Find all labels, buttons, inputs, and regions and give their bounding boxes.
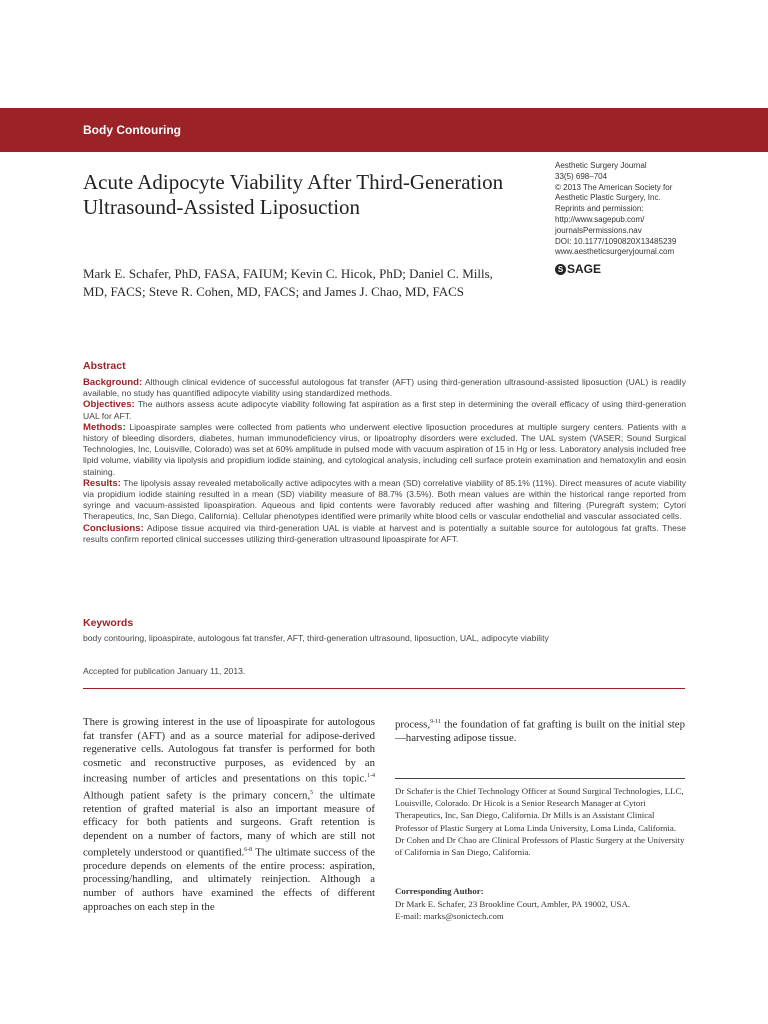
article-title: Acute Adipocyte Viability After Third-Generation Ultrasound-Assisted Liposuction — [83, 170, 504, 219]
abstract-methods: Methods: Lipoaspirate samples were collected from patients who underwent elective liposuction procedures at multiple surgery centers. Patients with a history of bleeding disorders, diabetes, human immunodeficiency virus, or lipoatrophy disorders were excluded. The UAL system (VASER; Sound Surgical Technologies, Inc, Louisville, Colorado) was set at 60% amplitude in pulsed mode with vacuum aspiration of 15 in Hg or less. Laboratory analysis included free lipid volume, viability via lipolysis and propidium iodide staining, and cytological analysis, including cell surface protein examination and hematoxylin and eosin staining. — [83, 421, 686, 477]
citation: 9-11 — [430, 719, 441, 725]
keywords-heading: Keywords — [83, 617, 134, 629]
abstract-results: Results: The lipolysis assay revealed metabolically active adipocytes with a mean (SD) correlative viability of 85.1% (11%). Direct measures of acute viability via propidium iodide staining resulted in a mean (SD) viability measure of 88.7% (3.5%). Both mean values are within the historical range reported from syringe and vacuum-assisted lipoaspiration. Aqueous and lipid contents were favorably reduced after washing and filtering (Puregraft system; Cytori Therapeutics, Inc, San Diego, California). Cellular phenotypes identified were primarily white blood cells or vascular endothelial and vascular associated cells. — [83, 477, 686, 522]
section-label: Body Contouring — [83, 123, 181, 137]
citation: 1-4 — [367, 773, 375, 780]
sage-icon: S — [555, 264, 566, 275]
body-right-column: process,$^{9-11}$ the foundation of fat grafting is built on the initial step—harvesting adipose tissue. — [395, 718, 685, 745]
citation: 5 — [310, 789, 314, 796]
journal-line: http://www.sagepub.com/ — [555, 214, 645, 224]
author-list: Mark E. Schafer, PhD, FASA, FAIUM; Kevin C. Hicok, PhD; Daniel C. Mills, MD, FACS; Steve R. Cohen, MD, FACS; and James J. Chao, MD, FACS — [83, 266, 493, 299]
journal-line: 33(5) 698–704 — [555, 171, 608, 181]
abstract-background: Background: Although clinical evidence of successful autologous fat transfer (AFT) using third-generation ultrasound-assisted liposuction (UAL) is readily available, no study has quantified adipocyte viability using standardized methods. — [83, 377, 686, 399]
author-affiliations: Dr Schafer is the Chief Technology Officer at Sound Surgical Technologies, LLC, Louisville, Colorado. Dr Hicok is a Senior Research Manager at Cytori Therapeutics, Inc, San Diego, California. Dr Mills is an Assistant Clinical Professor of Plastic Surgery at Loma Linda University, Loma Linda, California. Dr Cohen and Dr Chao are Clinical Professors of Plastic Surgery at the University of California in San Diego, California. — [395, 786, 685, 858]
abstract-body — [83, 377, 686, 545]
citation: 6-8 — [244, 846, 253, 853]
section-divider — [83, 688, 685, 689]
journal-line: DOI: 10.1177/1090820X13485239 — [555, 236, 677, 246]
body-left-column: There is growing interest in the use of lipoaspirate for autologous fat transfer (AFT) and as a source material for adipose-derived regenerative cells. Autologous fat transfer is performed for both cosmetic and reconstructive purposes, as evidenced by an increasing number of articles and presentations on this topic.$^{1-4}$ Although patient safety is the primary concern,$^5$ the ultimate retention of grafted material is also an important measure of efficacy for both patients and surgeons. Graft retention is dependent on a number of factors, many of which are still not completely understood or quantified.$^{6-8}$ The ultimate success of the procedure depends on elements of the entire process: aspiration, processing/handling, and ultimately reinjection. Although a number of authors have examined the effects of different approaches on each step in the — [83, 716, 376, 913]
journal-info — [555, 161, 755, 258]
abstract-heading: Abstract — [83, 360, 126, 372]
journal-line: Aesthetic Plastic Surgery, Inc. — [555, 193, 661, 203]
publisher-logo-text: SAGE — [567, 262, 602, 276]
abstract-conclusions: Conclusions: Adipose tissue acquired via third-generation UAL is viable at harvest and is potentially a suitable source for autologous fat grafts. These results confirm reported clinical successes utilizing third-generation ultrasound lipoaspirate for AFT. — [83, 522, 686, 544]
journal-line: journalsPermissions.nav — [555, 225, 642, 235]
abstract-objectives: Objectives: The authors assess acute adipocyte viability following fat aspiration as a first step in determining the overall efficacy of using third-generation UAL for AFT. — [83, 399, 686, 421]
journal-line: Reprints and permission: — [555, 204, 644, 214]
journal-line: www.aestheticsurgeryjournal.com — [555, 247, 675, 257]
corresponding-author-info — [395, 898, 687, 922]
corresponding-email: E-mail: marks@sonictech.com — [395, 911, 504, 922]
keywords-list: body contouring, lipoaspirate, autologous fat transfer, AFT, third-generation ultrasound, liposuction, UAL, adipocyte viability — [83, 633, 549, 643]
journal-line: © 2013 The American Society for — [555, 182, 673, 192]
footnote-divider — [395, 778, 685, 779]
journal-line: Aesthetic Surgery Journal — [555, 161, 647, 170]
accepted-date: Accepted for publication January 11, 2013. — [83, 666, 246, 676]
corresponding-author-heading: Corresponding Author: — [395, 886, 484, 896]
corresponding-address: Dr Mark E. Schafer, 23 Brookline Court, Ambler, PA 19002, USA. — [395, 899, 631, 909]
publisher-logo — [555, 262, 601, 276]
